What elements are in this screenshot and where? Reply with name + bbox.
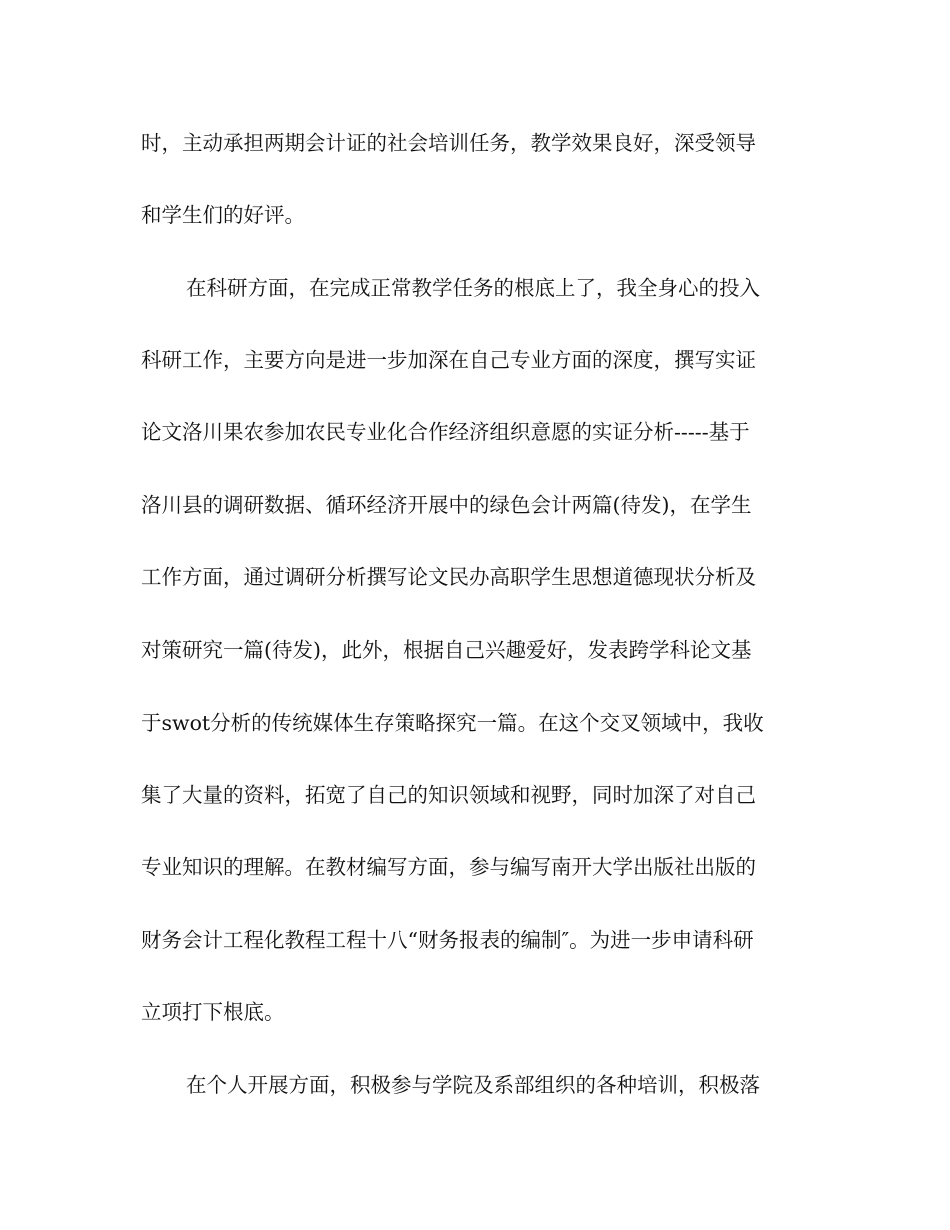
text-line-9: 于swot分析的传统媒体生存策略探究一篇。在这个交叉领域中，我收 bbox=[141, 711, 764, 735]
text-line-4: 科研工作，主要方向是进一步加深在自己专业方面的深度，撰写实证 bbox=[141, 348, 756, 372]
paragraph-development-start: 在个人开展方面，积极参与学院及系部组织的各种培训，积极落 bbox=[186, 1073, 760, 1097]
text-line-7: 工作方面，通过调研分析撰写论文民办高职学生思想道德现状分析及 bbox=[141, 565, 756, 589]
text-line-6: 洛川县的调研数据、循环经济开展中的绿色会计两篇(待发)，在学生 bbox=[141, 493, 752, 517]
text-line-8: 对策研究一篇(待发)，此外，根据自己兴趣爱好，发表跨学科论文基 bbox=[141, 638, 752, 662]
text-line-12: 财务会计工程化教程工程十八“财务报表的编制″。为进一步申请科研 bbox=[141, 928, 754, 952]
text-line-10: 集了大量的资料，拓宽了自己的知识领域和视野，同时加深了对自己 bbox=[141, 783, 756, 807]
text-line-11: 专业知识的理解。在教材编写方面，参与编写南开大学出版社出版的 bbox=[141, 855, 756, 879]
text-line-2: 和学生们的好评。 bbox=[141, 203, 305, 227]
text-line-13: 立项打下根底。 bbox=[141, 1000, 285, 1024]
text-line-1: 时，主动承担两期会计证的社会培训任务，教学效果良好，深受领导 bbox=[141, 131, 756, 155]
text-line-5: 论文洛川果农参加农民专业化合作经济组织意愿的实证分析-----基于 bbox=[141, 420, 750, 444]
paragraph-research-start: 在科研方面，在完成正常教学任务的根底上了，我全身心的投入 bbox=[186, 276, 760, 300]
